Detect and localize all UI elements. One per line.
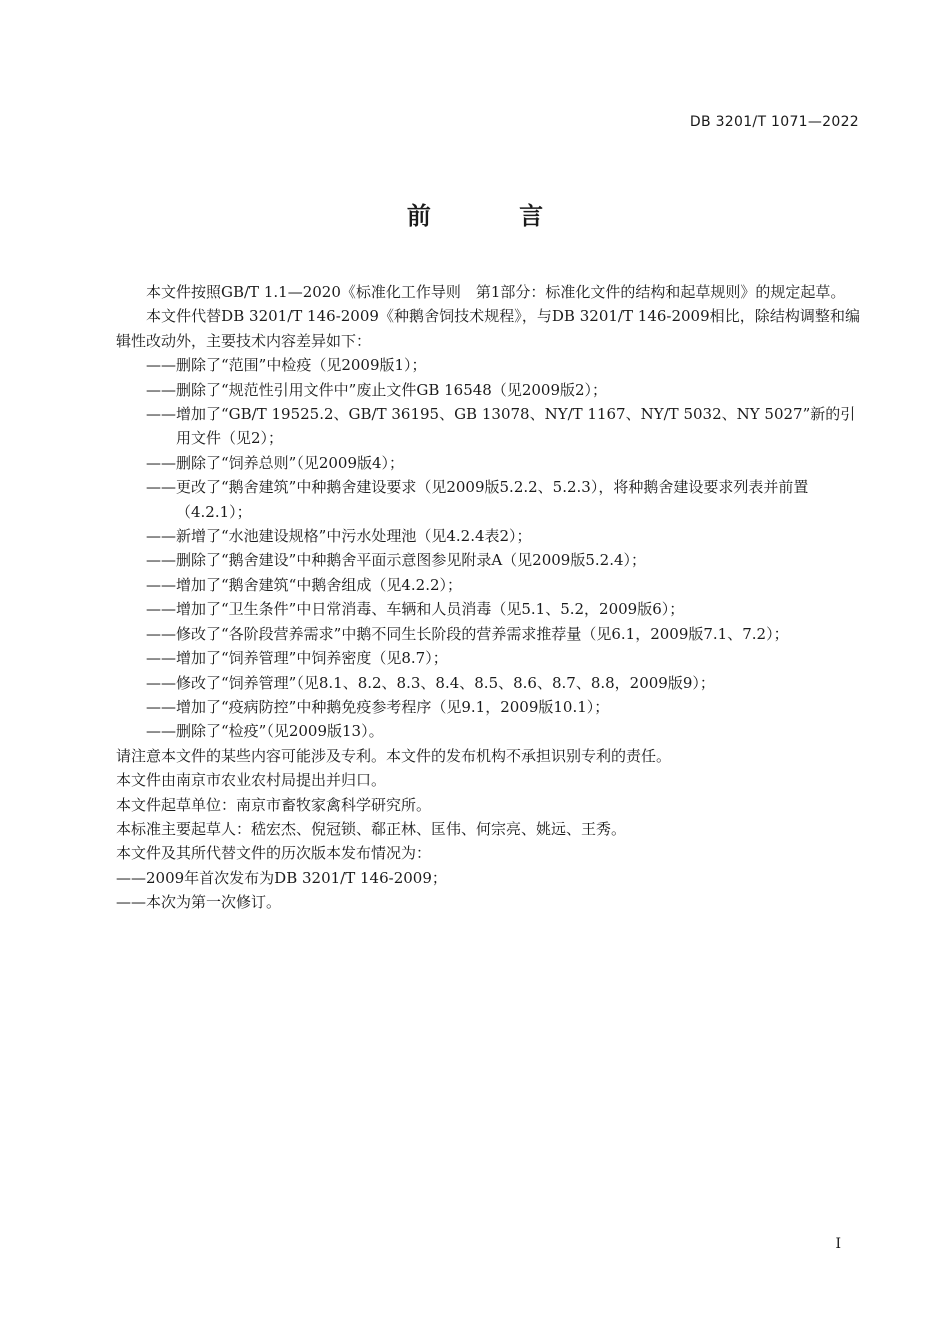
drafters: 本标准主要起草人：嵇宏杰、倪冠锁、郗正林、匡伟、何宗亮、姚远、王秀。 <box>116 819 627 838</box>
list-item <box>116 573 860 597</box>
dash-marker: —— <box>146 380 176 399</box>
dash-marker: —— <box>146 624 176 643</box>
dash-marker: —— <box>146 673 176 692</box>
dash-marker: —— <box>146 575 176 594</box>
dash-marker: —— <box>146 527 176 546</box>
dash-marker: —— <box>116 868 146 887</box>
intro-paragraph-2: 本文件代替DB 3201/T 146-2009《种鹅舍饲技术规程》，与DB 3201/T 146-2009相比，除结构调整和编辑性改动外，主要技术内容差异如下： <box>116 307 860 350</box>
list-item <box>116 890 860 914</box>
list-item <box>116 622 860 646</box>
history-intro: 本文件及其所代替文件的历次版本发布情况为： <box>116 844 432 863</box>
list-item <box>116 524 860 548</box>
page-title: 前 言 <box>406 202 584 230</box>
list-item-text: 本次为第一次修订。 <box>146 893 282 912</box>
dash-marker: —— <box>146 722 176 741</box>
proposer-statement: 本文件由南京市农业农村局提出并归口。 <box>116 771 387 790</box>
list-item <box>116 671 860 695</box>
list-item-text: 增加了“饲养管理”中饲养密度（见8.7）； <box>176 649 448 668</box>
list-item <box>116 378 860 402</box>
dash-marker: —— <box>146 551 176 570</box>
list-item <box>116 475 860 524</box>
list-item <box>116 402 860 451</box>
list-item-text: 增加了“鹅舍建筑“中鹅舍组成（见4.2.2）； <box>176 575 463 594</box>
list-item <box>116 646 860 670</box>
drafting-unit: 本文件起草单位：南京市畜牧家禽科学研究所。 <box>116 795 432 814</box>
list-item <box>116 451 860 475</box>
list-item <box>116 719 860 743</box>
intro-paragraph-1: 本文件按照GB/T 1.1—2020《标准化工作导则 第1部分：标准化文件的结构和起草规则》的规定起草。 <box>146 283 846 301</box>
list-item-text: 2009年首次发布为DB 3201/T 146-2009； <box>146 868 447 887</box>
dash-marker: —— <box>146 453 176 472</box>
history-list <box>116 866 860 915</box>
dash-marker: —— <box>146 356 176 375</box>
dash-marker: —— <box>116 893 146 912</box>
list-item-text: 删除了“检疫”（见2009版13）。 <box>176 722 384 741</box>
dash-marker: —— <box>146 405 176 424</box>
list-item-text: 删除了“范围”中检疫（见2009版1）； <box>176 356 427 375</box>
foreword-body <box>116 280 860 915</box>
dash-marker: —— <box>146 600 176 619</box>
list-item-text: 删除了“饲养总则”（见2009版4）； <box>176 453 405 472</box>
dash-marker: —— <box>146 649 176 668</box>
list-item-text: 新增了“水池建设规格”中污水处理池（见4.2.4表2）； <box>176 527 532 546</box>
list-item-text: 增加了“GB/T 19525.2、GB/T 36195、GB 13078、NY/T 1167、NY/T 5032、NY 5027”新的引用文件（见2）； <box>176 405 856 448</box>
dash-marker: —— <box>146 697 176 716</box>
list-item-text: 删除了“鹅舍建设”中种鹅舍平面示意图参见附录A（见2009版5.2.4）； <box>176 551 647 570</box>
page-number: I <box>835 1236 841 1252</box>
list-item <box>116 353 860 377</box>
changes-list <box>116 353 860 744</box>
list-item-text: 修改了“各阶段营养需求”中鹅不同生长阶段的营养需求推荐量（见6.1，2009版7.1、7.2）； <box>176 624 789 643</box>
list-item-text: 修改了“饲养管理”（见8.1、8.2、8.3、8.4、8.5、8.6、8.7、8.8，2009版9）； <box>176 673 715 692</box>
list-item-text: 更改了“鹅舍建筑”中种鹅舍建设要求（见2009版5.2.2、5.2.3），将种鹅舍建设要求列表并前置（4.2.1）； <box>176 478 809 521</box>
list-item-text: 增加了“卫生条件”中日常消毒、车辆和人员消毒（见5.1、5.2，2009版6）； <box>176 600 685 619</box>
list-item <box>116 597 860 621</box>
list-item-text: 删除了“规范性引用文件中”废止文件GB 16548（见2009版2）； <box>176 380 608 399</box>
list-item <box>116 548 860 572</box>
dash-marker: —— <box>146 478 176 497</box>
list-item-text: 增加了“疫病防控”中种鹅免疫参考程序（见9.1，2009版10.1）； <box>176 697 610 716</box>
patent-notice: 请注意本文件的某些内容可能涉及专利。本文件的发布机构不承担识别专利的责任。 <box>116 746 672 765</box>
list-item <box>116 866 860 890</box>
document-code: DB 3201/T 1071—2022 <box>689 114 859 130</box>
list-item <box>116 695 860 719</box>
